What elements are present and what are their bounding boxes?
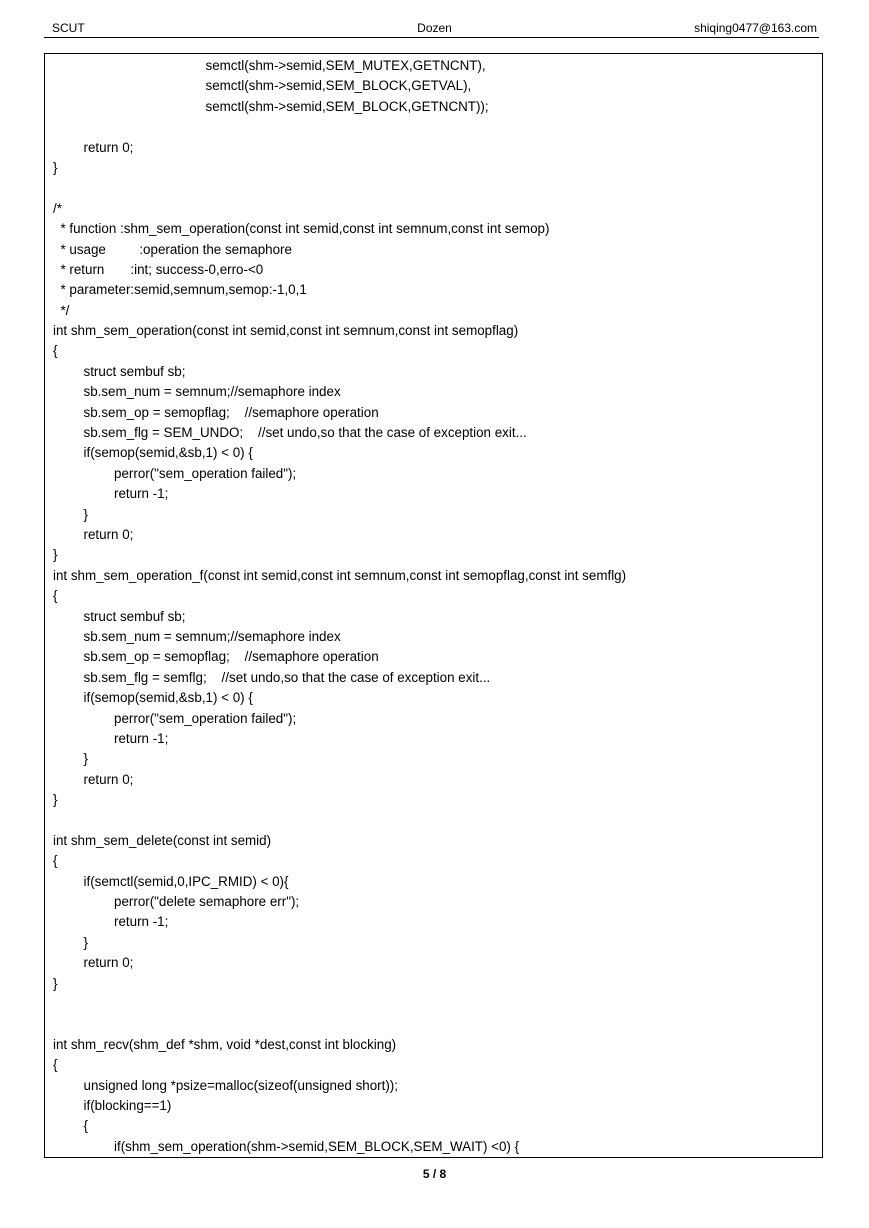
code-line: return 0; bbox=[83, 955, 134, 971]
code-line: } bbox=[53, 792, 58, 808]
code-line: return -1; bbox=[114, 730, 169, 746]
code-line bbox=[53, 1014, 816, 1034]
code-line: { bbox=[53, 1057, 58, 1073]
code-line: int shm_sem_delete(const int semid) bbox=[53, 832, 272, 848]
code-line: int shm_recv(shm_def *shm, void *dest,const int blocking) bbox=[53, 1036, 397, 1052]
code-line bbox=[53, 117, 816, 137]
code-line: semctl(shm->semid,SEM_MUTEX,GETNCNT), bbox=[205, 58, 486, 73]
code-line: } bbox=[53, 159, 58, 175]
code-line bbox=[53, 810, 816, 830]
code-line: int shm_sem_operation(const int semid,const int semnum,const int semopflag) bbox=[53, 323, 519, 339]
code-line: { bbox=[83, 1118, 88, 1134]
code-line: perror("delete semaphore err"); bbox=[114, 894, 300, 910]
code-line: return 0; bbox=[83, 771, 134, 787]
code-line: sb.sem_op = semopflag; //semaphore operation bbox=[83, 404, 379, 420]
code-line: if(shm_sem_operation(shm->semid,SEM_BLOCK,SEM_WAIT) <0) { bbox=[114, 1138, 520, 1154]
code-line: * function :shm_sem_operation(const int semid,const int semnum,const int semop) bbox=[53, 221, 550, 237]
code-line: { bbox=[53, 588, 58, 604]
code-line: sb.sem_op = semopflag; //semaphore operation bbox=[83, 649, 379, 665]
code-line: sb.sem_flg = semflg; //set undo,so that the case of exception exit... bbox=[83, 669, 491, 685]
code-line: sb.sem_num = semnum;//semaphore index bbox=[83, 628, 341, 644]
code-line: struct sembuf sb; bbox=[83, 363, 186, 379]
code-line: unsigned long *psize=malloc(sizeof(unsigned short)); bbox=[83, 1077, 398, 1093]
page-number: 5 / 8 bbox=[422, 1167, 447, 1181]
code-line: } bbox=[53, 547, 58, 563]
code-line: sb.sem_flg = SEM_UNDO; //set undo,so that the case of exception exit... bbox=[83, 425, 527, 441]
code-line: * usage :operation the semaphore bbox=[53, 241, 292, 257]
code-line: if(semctl(semid,0,IPC_RMID) < 0){ bbox=[83, 873, 289, 889]
code-line: * parameter:semid,semnum,semop:-1,0,1 bbox=[53, 282, 307, 298]
header-center-text: Dozen bbox=[417, 21, 452, 35]
code-line: { bbox=[53, 343, 58, 359]
code-line: struct sembuf sb; bbox=[83, 608, 186, 624]
code-line: if(blocking==1) bbox=[83, 1097, 172, 1113]
code-line: if(semop(semid,&sb,1) < 0) { bbox=[83, 445, 253, 461]
header-right-email: shiqing0477@163.com bbox=[694, 21, 817, 35]
code-line: semctl(shm->semid,SEM_BLOCK,GETNCNT)); bbox=[205, 98, 489, 114]
code-line: } bbox=[83, 934, 88, 950]
code-line: return 0; bbox=[83, 139, 134, 155]
code-line bbox=[53, 178, 816, 198]
code-line: semctl(shm->semid,SEM_BLOCK,GETVAL), bbox=[205, 78, 472, 94]
header-divider bbox=[44, 37, 819, 38]
code-listing-box bbox=[44, 53, 823, 1158]
code-line: */ bbox=[53, 302, 70, 318]
code-line: * return :int; success-0,erro-<0 bbox=[53, 261, 264, 277]
code-line: if(semop(semid,&sb,1) < 0) { bbox=[83, 690, 253, 706]
code-line: int shm_sem_operation_f(const int semid,const int semnum,const int semopflag,const int semflg) bbox=[53, 567, 627, 583]
code-lines bbox=[53, 56, 816, 1157]
code-line: } bbox=[53, 975, 58, 991]
code-line: return -1; bbox=[114, 914, 169, 930]
code-line: return 0; bbox=[83, 526, 134, 542]
code-line: sb.sem_num = semnum;//semaphore index bbox=[83, 384, 341, 400]
header-left-text: SCUT bbox=[52, 21, 85, 35]
code-line bbox=[53, 994, 816, 1014]
code-line: } bbox=[83, 506, 88, 522]
code-line: } bbox=[83, 751, 88, 767]
code-line: { bbox=[53, 853, 58, 869]
code-line: return -1; bbox=[114, 486, 169, 502]
code-line: perror("sem_operation failed"); bbox=[114, 710, 297, 726]
code-line: perror("sem_operation failed"); bbox=[114, 465, 297, 481]
code-line: /* bbox=[53, 200, 62, 216]
